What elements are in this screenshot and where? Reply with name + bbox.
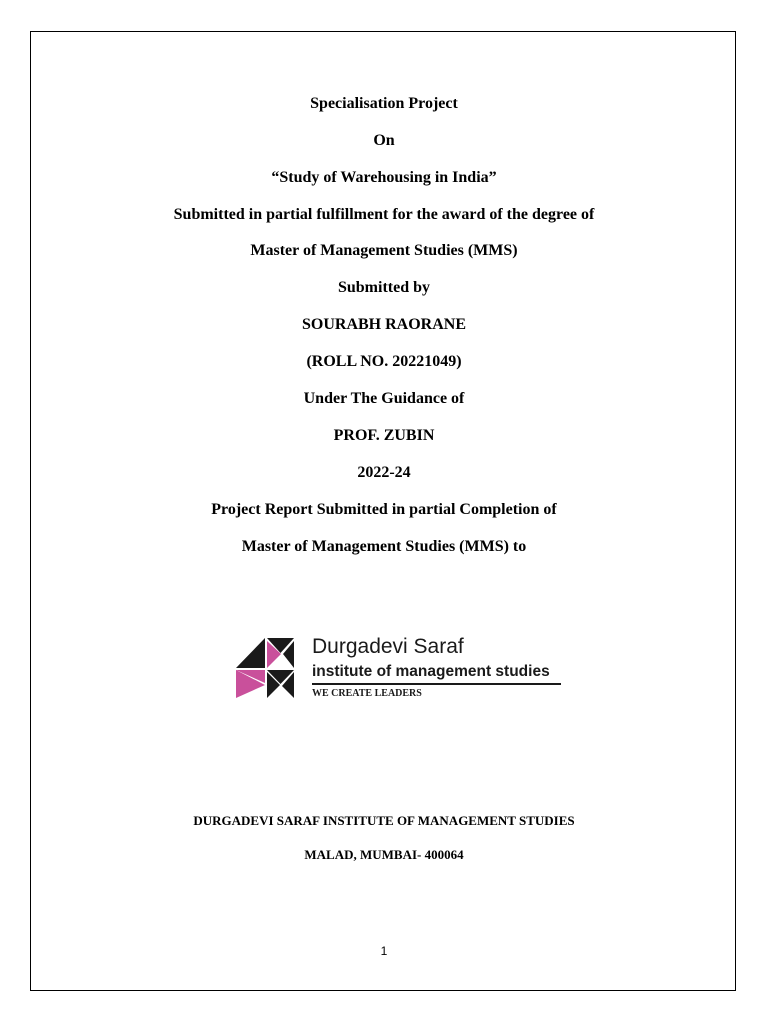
student-name: SOURABH RAORANE (301, 316, 466, 333)
project-title: “Study of Warehousing in India” (271, 169, 497, 186)
roll-number: (ROLL NO. 20221049) (306, 353, 462, 370)
logo-tagline: WE CREATE LEADERS (312, 688, 422, 699)
logo-divider (312, 683, 561, 685)
report-completion-line: Project Report Submitted in partial Completion of (211, 501, 557, 518)
academic-year: 2022-24 (357, 464, 411, 481)
institute-name: DURGADEVI SARAF INSTITUTE OF MANAGEMENT STUDIES (193, 813, 575, 828)
institute-logo (236, 636, 566, 702)
logo-institute-name: Durgadevi Saraf (312, 635, 464, 658)
on-label: On (373, 132, 395, 149)
submission-purpose: Submitted in partial fulfillment for the award of the degree of (173, 206, 595, 223)
logo-institute-subtitle: institute of management studies (312, 663, 550, 680)
institute-address: MALAD, MUMBAI- 400064 (304, 847, 464, 862)
page-number: 1 (380, 944, 388, 958)
degree-name: Master of Management Studies (MMS) (250, 242, 518, 259)
guidance-label: Under The Guidance of (303, 390, 465, 407)
submitted-by-label: Submitted by (337, 279, 431, 296)
guide-name: PROF. ZUBIN (333, 427, 435, 444)
logo-emblem-icon (236, 638, 294, 698)
project-type: Specialisation Project (310, 95, 458, 112)
degree-recipient-line: Master of Management Studies (MMS) to (241, 538, 527, 555)
